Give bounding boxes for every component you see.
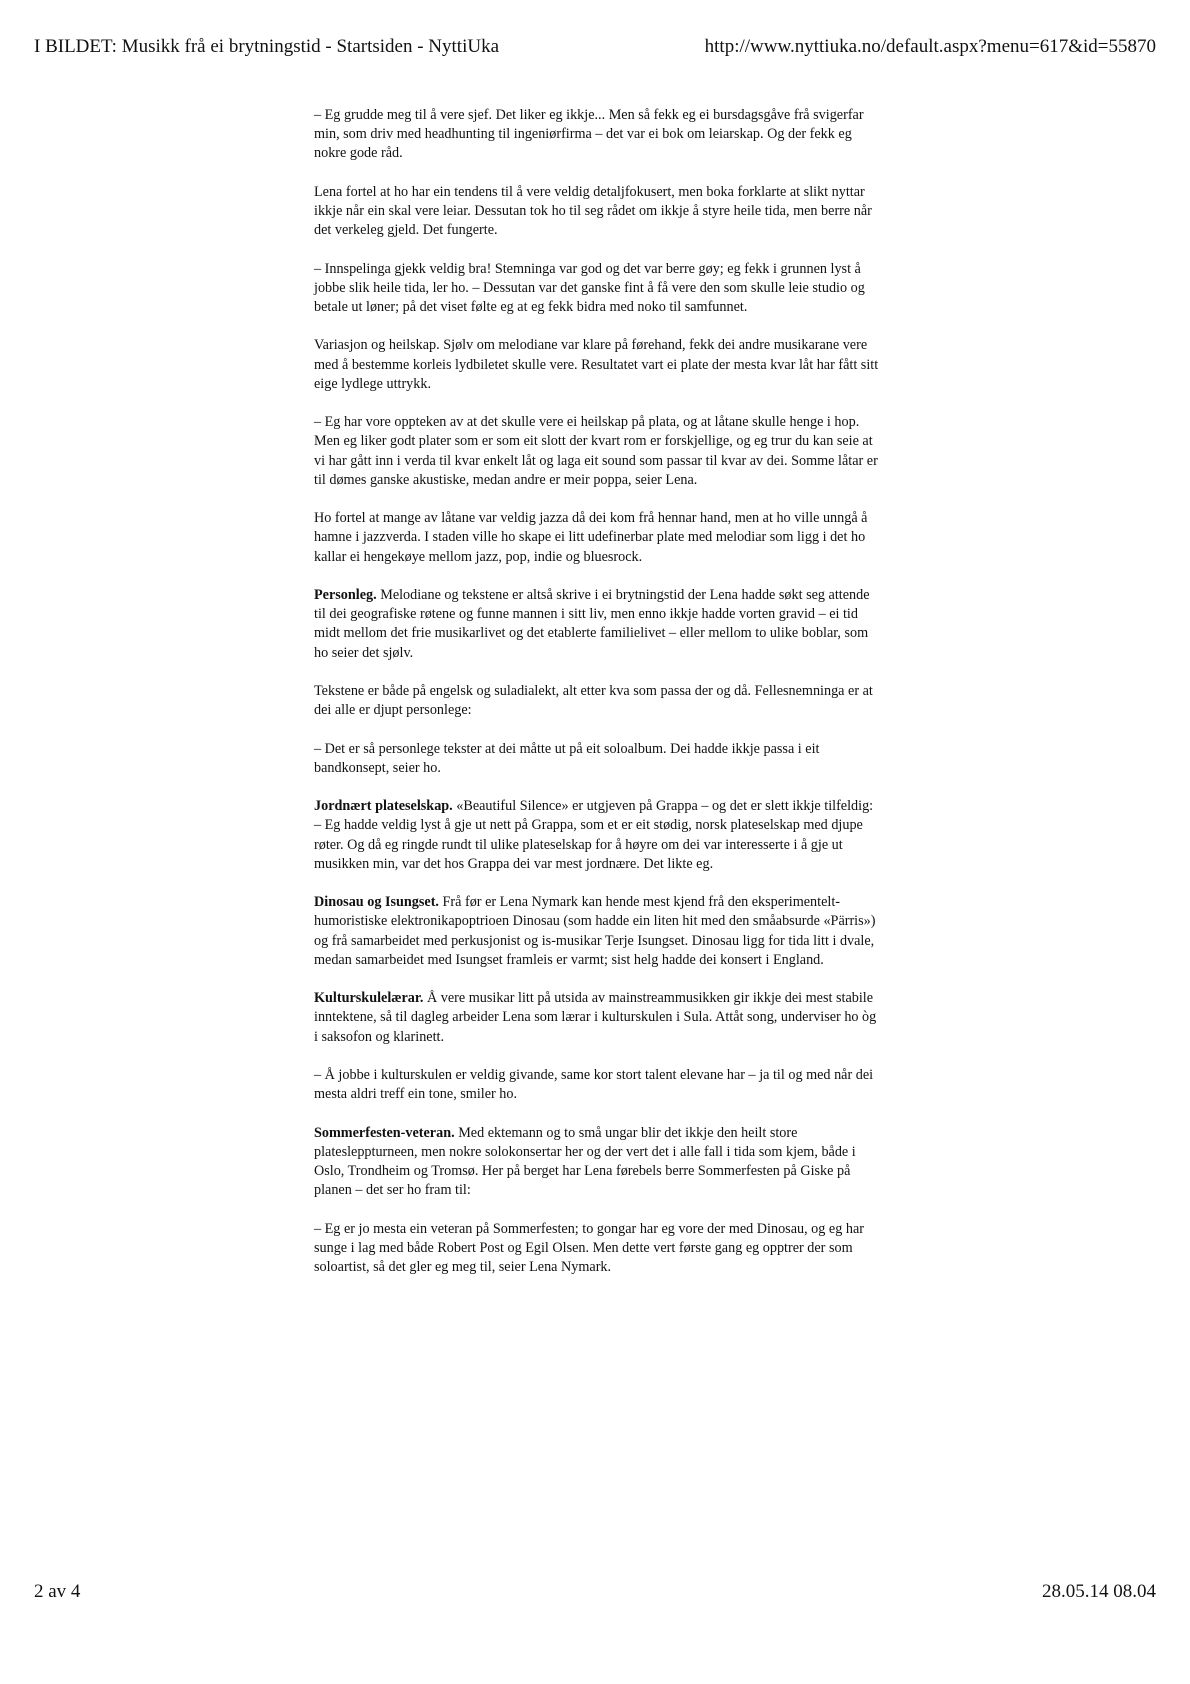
article-body: [314, 106, 879, 1296]
paragraph-12-text: Frå før er Lena Nymark kan hende mest kjend frå den eksperimentelt-humoristiske elektronikapoptrioen Dinosau (som hadde ein liten hit med den småabsurde «Pärris») og frå samarbeidet med perkusjonist og is-musikar Terje Isungset. Dinosau ligg for tida litt i dvale, medan samarbeidet med Isungset framleis er varmt; sist helg hadde dei konsert i England.: [314, 894, 876, 968]
paragraph-13: [314, 989, 879, 1047]
section-heading-sommerfesten: Sommerfesten-veteran.: [314, 1124, 455, 1141]
paragraph-16: – Eg er jo mesta ein veteran på Sommerfesten; to gongar har eg vore der med Dinosau, og eg har sunge i lag med både Robert Post og Egil Olsen. Men dette vert første gang eg opptrer der som soloartist, så det gler eg meg til, seier Lena Nymark.: [314, 1220, 864, 1275]
paragraph-11: – Eg hadde veldig lyst å gje ut nett på Grappa, som et er eit stødig, norsk plateselskap med djupe røter. Og då eg ringde rundt til ulike plateselskap for å høyre om dei var interesserte i å gje ut musikken min, var det hos Grappa dei var mest jordnære. Det likte eg.: [314, 817, 863, 872]
paragraph-10-text: «Beautiful Silence» er utgjeven på Grappa – og det er slett ikkje tilfeldig:: [452, 798, 874, 815]
page-url: http://www.nyttiuka.no/default.aspx?menu=617&id=55870: [704, 36, 1156, 57]
paragraph-14: – Å jobbe i kulturskulen er veldig givande, same kor stort talent elevane har – ja til og med når dei mesta aldri treff ein tone, smiler ho.: [314, 1066, 874, 1103]
paragraph-15: [314, 1124, 879, 1201]
paragraph-7: [314, 586, 879, 663]
paragraph-1: – Eg grudde meg til å vere sjef. Det liker eg ikkje... Men så fekk eg ei bursdagsgåve frå svigerfar min, som driv med headhunting til ingeniørfirma – det var ei bok om leiarskap. Og der fekk eg nokre gode råd.: [314, 107, 864, 162]
paragraph-5: – Eg har vore oppteken av at det skulle vere ei heilskap på plata, og at låtane skulle henge i hop. Men eg liker godt plater som er som eit slott der kvart rom er forskjellige, og eg trur du kan seie at vi har gått inn i verda til kvar enkelt låt og laga eit sound som passar til kvar av dei. Somme låtar er til dømes ganske akustiske, medan andre er meir poppa, seier Lena.: [314, 414, 878, 488]
paragraph-6: Ho fortel at mange av låtane var veldig jazza då dei kom frå hennar hand, men at ho ville unngå å hamne i jazzverda. I staden ville ho skape ei litt udefinerbar plate med melodiar som ligg i det ho kallar ei hengekøye mellom jazz, pop, indie og bluesrock.: [314, 510, 868, 565]
page-title: I BILDET: Musikk frå ei brytningstid - Startsiden - NyttiUka: [34, 36, 500, 57]
section-heading-kulturskule: Kulturskulelærar.: [314, 990, 424, 1007]
paragraph-4: Variasjon og heilskap. Sjølv om melodiane var klare på førehand, fekk dei andre musikarane vere med å bestemme korleis lydbiletet skulle vere. Resultatet vart ei plate der mesta kvar låt har fått sitt eige lydlege uttrykk.: [314, 337, 879, 392]
print-header: [34, 34, 1156, 60]
page-number: 2 av 4: [34, 1581, 81, 1602]
paragraph-2: Lena fortel at ho har ein tendens til å vere veldig detaljfokusert, men boka forklarte at slikt nyttar ikkje når ein skal vere leiar. Dessutan tok ho til seg rådet om ikkje å styre heile tida, men berre når det verkeleg gjeld. Det fungerte.: [314, 183, 872, 239]
paragraph-8: Tekstene er både på engelsk og suladialekt, alt etter kva som passa der og då. Fellesnemninga er at dei alle er djupt personlege:: [314, 682, 873, 719]
print-footer: [34, 1580, 1156, 1604]
paragraph-15-text: Med ektemann og to små ungar blir det ikkje den heilt store platesleppturneen, men nokre solokonsertar her og der vert det i alle fall i tida som kjem, både i Oslo, Trondheim og Tromsø. Her på berget har Lena førebels berre Sommerfesten på Giske på planen – det ser ho fram til:: [314, 1124, 856, 1199]
section-heading-dinosau: Dinosau og Isungset.: [314, 894, 439, 911]
section-heading-personleg: Personleg.: [314, 586, 377, 603]
paragraph-12: [314, 893, 879, 970]
print-datetime: 28.05.14 08.04: [1042, 1581, 1156, 1602]
paragraph-10: [314, 797, 879, 816]
paragraph-9: – Det er så personlege tekster at dei måtte ut på eit soloalbum. Dei hadde ikkje passa i eit bandkonsept, seier ho.: [314, 740, 820, 776]
section-heading-plateselskap: Jordnært plateselskap.: [314, 798, 453, 815]
paragraph-13-text: Å vere musikar litt på utsida av mainstreammusikken gir ikkje dei mest stabile inntektene, så til dagleg arbeider Lena som lærar i kulturskulen i Sula. Attåt song, underviser ho òg i saksofon og klarinett.: [314, 990, 877, 1045]
paragraph-3: – Innspelinga gjekk veldig bra! Stemninga var god og det var berre gøy; eg fekk i grunnen lyst å jobbe slik heile tida, ler ho. – Dessutan var det ganske fint å få vere den som skulle leie studio og betale ut løner; på det viset følte eg at eg fekk bidra med noko til samfunnet.: [314, 260, 865, 315]
paragraph-7-text: Melodiane og tekstene er altså skrive i ei brytningstid der Lena hadde søkt seg attende til dei geografiske røtene og funne mannen i sitt liv, men enno ikkje hadde vorten gravid – ei tid midt mellom det frie musikarlivet og det etablerte familielivet – eller mellom to ulike boblar, som ho seier det sjølv.: [314, 586, 870, 661]
